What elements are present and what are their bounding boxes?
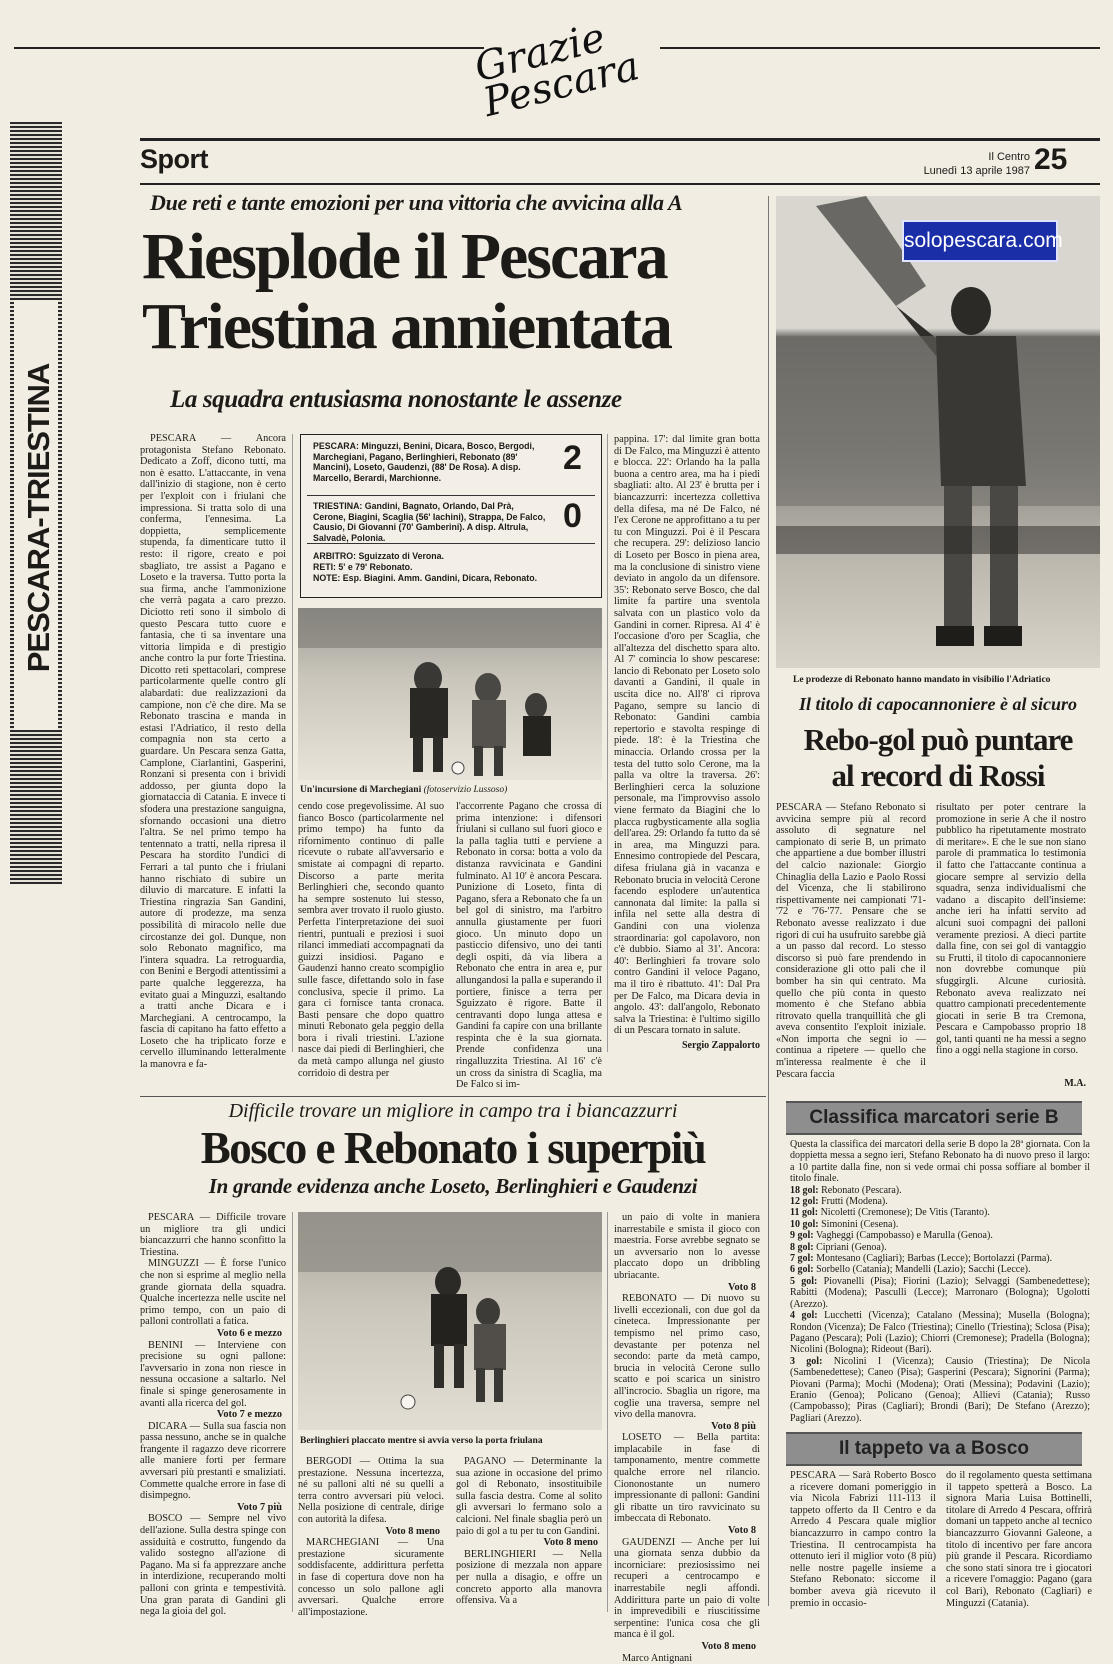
paper-name: Il Centro (988, 151, 1030, 163)
lead-title-2: Triestina annientata (142, 290, 671, 363)
pagella-voto: Voto 7 più (237, 1501, 282, 1513)
pagelle-kicker: Difficile trovare un migliore in campo tra i biancazzurri (228, 1100, 678, 1122)
classifica-row-players: Lucchetti (Vicenza); Catalano (Messina); Musella (Bologna); Rondon (Vicenza); De Falco (Triestina); Cinello (Triestina); Sclosa (Pisa); Pagano (Pescara); Poli (Lazio); Chiorri (Cremonese); Pradella (Bologna); Nicolini (Bologna); Rideout (Bari). (790, 1310, 1091, 1356)
photo1-caption: Un'incursione di Marchegiani (fotoservizio Lussoso) (300, 785, 508, 795)
classifica-row (790, 1207, 1090, 1218)
away-score: 0 (563, 497, 582, 535)
tappeto-col-2: do il regolamento questa settimana il tappeto spetterà a Bosco. La signora Maria Luisa Bottinelli, titolare di Arredo 4 Pescara, offrirà domani un tappeto anche al tecnico biancazzurro Giovanni Galeone, a titolo di incentivo per fare ancora più grande il Pescara. Ricordiamo che sono stati sinora tre i giocatori a ricevere l'omaggio: Pagano (gara col Bari), Rebonato (Cagliari) e Minguzzi (Catania). (946, 1470, 1092, 1609)
issue-date: Lunedì 13 aprile 1987 (923, 165, 1030, 177)
side-label: PESCARA-TRIESTINA (21, 363, 56, 673)
classifica-row (790, 1310, 1090, 1356)
pagella-voto: Voto 6 e mezzo (216, 1327, 282, 1339)
pagelle-subtitle: In grande evidenza anche Loseto, Berlinghieri e Gaudenzi (208, 1174, 698, 1198)
tabellino-arbitro: ARBITRO: Sguizzato di Verona. (313, 551, 444, 561)
match-photo-2 (298, 1212, 602, 1430)
classifica-row-players: Frutti (Modena). (821, 1196, 888, 1208)
classifica-row (790, 1230, 1090, 1241)
pagella-text: BOSCO — Sempre nel vivo dell'azione. Sulla destra spinge con assiduità e costrutto, fungendo da valido sostegno all'azione di Pagano. Ma si fa apprezzare anche in interdizione, recuperando molti palloni con grinta e tempestività. Una gran parata di Gandini gli nega la gioia del gol. (140, 1513, 286, 1618)
classifica-row-goals: 7 gol: (790, 1253, 814, 1265)
classifica-row-goals: 11 gol: (790, 1207, 819, 1219)
match-photo-2-art (298, 1212, 602, 1430)
classifica-row-goals: 5 gol: (790, 1275, 818, 1287)
photo2-caption: Le prodezze di Rebonato hanno mandato in visibilio l'Adriatico (793, 675, 1051, 685)
lead-byline: Sergio Zappalorto (681, 1040, 760, 1051)
classifica-row-players: Sorbello (Catania); Mandelli (Lazio); Sacchi (Lecce). (816, 1264, 1031, 1276)
pagella-text: BERGODI — Ottima la sua prestazione. Nessuna incertezza, né su palloni alti né su quelli a terra contro avversari più veloci. Nella posizione di centrale, dirige con autorità la difesa. (298, 1456, 444, 1525)
classifica-row-goals: 4 gol: (790, 1310, 818, 1322)
rebonato-photo (776, 196, 1100, 668)
pagella-text: MINGUZZI — È forse l'unico che non si esprime al meglio nella grande giornata della squadra. Qualche incertezza nelle uscite nel primo tempo, con un paio di palloni controllati a fatica. (140, 1258, 286, 1328)
section-title: Sport (140, 144, 208, 174)
pagelle-col-2 (298, 1456, 444, 1618)
classifica-row-goals: 6 gol: (790, 1264, 814, 1276)
classifica-row-players: Montesano (Cagliari); Barbas (Lecce); Bortolazzi (Parma). (816, 1253, 1053, 1265)
pagella-text: PESCARA — Difficile trovare un migliore tra gli undici biancazzurri che hanno sconfitto la Triestina. (140, 1212, 286, 1258)
rebo-title-1: Rebo-gol può puntare (803, 722, 1073, 757)
pagella-voto: Voto 8 meno (385, 1525, 440, 1537)
lead-subtitle: La squadra entusiasma nonostante le assenze (170, 386, 622, 413)
pagella-voto: Voto 8 (728, 1525, 756, 1537)
classifica-row-goals: 3 gol: (790, 1355, 823, 1367)
rebo-kicker: Il titolo di capocannoniere è al sicuro (798, 694, 1077, 714)
tabellino-note: NOTE: Esp. Biagini. Amm. Gandini, Dicara, Rebonato. (313, 573, 538, 583)
rebo-title-2: al record di Rossi (831, 758, 1045, 793)
logo-grazie-pescara: Grazie Pescara (470, 14, 644, 127)
match-photo-1-art (298, 608, 602, 780)
pagella-text: PAGANO — Determinante la sua azione in occasione del primo gol di Rebonato, insostituibile sulla fascia destra. Come al solito gli avversari lo fermano solo a calcioni. Nel finale sbaglia però un paio di gol a tu per tu con Gandini. (456, 1456, 602, 1537)
classifica-row-players: Simonini (Cesena). (821, 1218, 899, 1230)
classifica-row (790, 1276, 1090, 1310)
pagella-voto: Voto 8 più (711, 1420, 756, 1432)
rebo-byline: M.A. (1064, 1078, 1086, 1089)
lead-col-3: l'accorrente Pagano che crossa di prima intenzione: i difensori friulani si cullano sul fuori gioco e la palla taglia tutti e perviene a Rebonato in corsa: botta a volo da distanza ravvicinata e Gandini fulminato. Al 10' è ancora Pescara. Punizione di Loseto, finta di Pagano, sfera a Rebonato che fa un bel gol di sinistro, ma l'arbitro annulla giustamente per fuori gioco. Un minuto dopo un pasticcio difensivo, uno dei tanti degli ospiti, dà via libera a Rebonato che entra in area e, pur allungandosi la palla e superando il portiere, finisce a terra per Sguizzato è rigore. Batte il centravanti dopo lunga attesa e Gandini fa capire con una brillante respinta che è la sua giornata. Prende confidenza una ringalluzzita Triestina. Al 16' c'è un cross da sinistra di Scaglia, ma De Falco si im- (456, 801, 602, 1091)
lead-col-1: PESCARA — Ancora protagonista Stefano Rebonato. Dedicato a Zoff, dicono tutti, ma non è esatto. L'attaccante, in vena dall'inizio di stagione, non è certo per l'exploit con i friulani che impressiona. Si tratta solo di una conferma, l'ennesima. La doppietta, semplicemente stupenda, fa dimenticare tutto il resto: il rigore, creato e poi sbagliato, tre assist a Pagano e Loseto e la traversa. Tutto porta la sua firma, anche l'ammonizione che verrà pagata a caro prezzo. Diciotto reti sono il simbolo di questo Pescara tutto cuore e fantasia, che ti sa inventare una vittoria limpida e di prestigio anche contro la pur forte Triestina. Dicotto reti spettacolari, comprese particolarmente quelle contro gli alabardati: due realizzazioni da campione, non c'è che dire. Ma se Rebonato trascina e manda in estasi l'Adriatico, il resto della compagnia non sta certo a guardare. Un Pescara senza Gatta, Camplone, Ciarlantini, Gasperini, Ronzani si presenta con i brividi addosso, per giunta dopo la giornataccia di Catania. E invece ti sfodera una prestazione sanguigna, sfornando occasioni una dietro l'altra. Se nel primo tempo ha tentennato a tratti, nella ripresa il Pescara ha stordito l'undici di Ferrari a tal punto che i friulani hanno rischiato di subire un diluvio di marcature. E infatti la Triestina ringrazia San Gandini, autore di prodezze, ma senza possibilità di miracolo nelle due circostanze dei gol. Dunque, non solo Rebonato magnifico, ma l'intera squadra. La retroguardia, con Benini e Bergodi attentissimi a parte qualche leggerezza, ha evitato guai a Minguzzi, esaltando a tratti anche Dicara e i Marchegiani. A centrocampo, la fascia di capitano ha fatto effetto a Loseto che ha triplicato forze e cervello illuminando letteralmente la manovra e fa- (140, 433, 286, 1071)
pagelle-title: Bosco e Rebonato i superpiù (200, 1123, 706, 1173)
classifica-body: Questa la classifica dei marcatori della serie B dopo la 28ª giornata. Con la doppietta messa a segno ieri, Stefano Rebonato ha di nuovo preso il largo: a 10 partite dalla fine, non si vede ormai chi possa soffiare al bomber il titolo finale. 18 gol: Rebonato (Pescara). 12 gol: Frutti (Modena). 11 gol: Nicoletti (Cremonese); De Vitis (Taranto). 10 gol: Simonini (Cesena). 9 gol: Vagheggi (Campobasso) e Marulla (Genoa). 8 gol: Cipriani (Genoa). 7 gol: Montesano (Cagliari); Barbas (Lecce); Bortolazzi (Parma). 6 gol: Sorbello (Catania); Mandelli (Lazio); Sacchi (Lecce). 5 gol: Piovanelli (Pisa); Fiorini (Lazio); Selvaggi (Sambenedettese); Rabitti (Modena); Pasculli (Lecce); Marronaro (Bologna); Ugolotti (Arezzo). 4 gol: Lucchetti (Vicenza); Catalano (Messina); Musella (Bologna); Rondon (Vicenza); De Falco (Triestina); Cinello (Triestina); Sclosa (Pisa); Pagano (Pescara); Poli (Lazio); Chiorri (Cremonese); Pradella (Bologna); Nicolini (Bologna); Rideout (Bari). 3 gol: Nicolini I (Vicenza); Causio (Triestina); De Nicola (Sambenedettese); Caneo (Pisa); Gasperini (Pescara); Signorini (Parma); Piovani (Parma); Mochi (Modena); Orati (Messina); Podavini (Lazio); Eranio (Genoa); Policano (Genoa); Allievi (Catania); Russo (Campobasso); Piras (Cagliari); Brondi (Bari); De Stefano (Arezzo); Pagliari (Arezzo). (790, 1139, 1091, 1424)
pagella-text: MARCHEGIANI — Una prestazione sicuramente soddisfacente, addirittura perfetta in fase di copertura dove non ha concesso un solo pallone agli avversari. Qualche errore all'impostazione. (298, 1537, 444, 1618)
pagella-text: GAUDENZI — Anche per lui una giornata senza dubbio da incorniciare: preziosissimo nei recuperi a centrocampo e inarrestabile negli affondi. Addirittura parte un paio di volte in imprevedibili e riuscitissime serpentine: l'unica cosa che gli manca è il gol. (614, 1536, 760, 1641)
tappeto-title: Il tappeto va a Bosco (786, 1432, 1082, 1466)
classifica-row (790, 1196, 1090, 1207)
tabellino-box (300, 434, 602, 598)
classifica-row-goals: 12 gol: (790, 1196, 819, 1208)
pagelle-col-3 (456, 1456, 602, 1612)
classifica-row-players: Piovanelli (Pisa); Fiorini (Lazio); Selvaggi (Sambenedettese); Rabitti (Modena); Pasculli (Lecce); Marronaro (Bologna); Ugolotti (Arezzo). (790, 1275, 1090, 1310)
pagella-text: BERLINGHIERI — Nella posizione di mezzala non appare per nulla a disagio, e offre un concreto apporto alla manovra offensiva. Va a (456, 1548, 602, 1607)
pagella-text: un paio di volte in maniera inarrestabile e smista il gioco con maestria. Forse avrebbe segnato se un avversario non lo avesse placcato dopo un dribbling ubriacante. (614, 1212, 760, 1281)
pagelle-col-1 (140, 1212, 286, 1618)
lead-title-1: Riesplode il Pescara (142, 220, 667, 293)
classifica-row-goals: 10 gol: (790, 1218, 819, 1230)
pagella-text: DICARA — Sulla sua fascia non passa nessuno, anche se in qualche frangente il ragazzo deve ricorrere alle maniere forti per fermare avversari più prestanti e smaliziati. Commette qualche errore in fase di disimpegno. (140, 1420, 286, 1502)
lead-col-4: pappina. 17': dal limite gran botta di De Falco, ma Minguzzi è attento e blocca. 22': Orlando ha la palla buona a centro area, ma ha i piedi sbagliati: alto. Al 23' è brutta per i biancazzurri: incertezza collettiva della difesa, ma né De Falco, né l'ex Cerone ne approfittano a tu per tu con Minguzzi. Poi è il Pescara che recupera. 29': delizioso lancio di Loseto per Bosco in piena area, ma la conclusione di sinistro viene deviato in angolo da un difensore. 35': Rebonato serve Bosco, che dal limite fa partire una sventola salvata con un plastico volo da Gandini in corner. Ripresa. Al 4' è l'occasione d'oro per Scaglia, che all'altezza del dischetto spara alto. Al 7' comincia lo show pescarese: lancio di Rebonato per Loseto solo davanti a Gandini, il quale in uscita dice no. All'8' ci riprova Pagano, sempre su lancio di Rebonato: Gandini cambia repertorio e stavolta respinge di piede. 18': è la Triestina che minaccia. Orlando crossa per la testa del tutto solo Cerone, ma la palla va oltre la traversa. 26': Berlinghieri cerca la soluzione personale, ma l'improvviso assolo viene fermato da Biagini che lo placca rugbysticamente alla soglia dell'area. 29: Orlando fa tutto da sé in area, ma Minguzzi para. Ennesimo contropiede del Pescara, difesa friulana già in vacanza e Rebonato brucia in velocità Cerone facendo esplodere un'autentica cannonata dal limite: la palla si infila nel sette alla destra di Gandini con una violenza straordinaria: gol capolavoro, non c'è dubbio. Siamo al 31'. Ancora: 40': Berlinghieri fa trovare solo contro Gandini il veloce Pagano, ma il tiro è ribattuto. 41': Dal Pra per De Falco, ma Dicara devia in angolo. 43': dall'angolo, Rebonato salva la Triestina: è l'ultimo sigillo di un Pescara tornato in salute. (614, 434, 760, 1037)
tabellino-reti: RETI: 5' e 79' Rebonato. (313, 562, 413, 572)
classifica-row (790, 1253, 1090, 1264)
classifica-row (790, 1219, 1090, 1230)
classifica-row (790, 1185, 1090, 1196)
classifica-row (790, 1242, 1090, 1253)
classifica-list (790, 1185, 1090, 1425)
photo1-credit: (fotoservizio Lussoso) (423, 785, 508, 795)
rebo-col-1: PESCARA — Stefano Rebonato si avvicina sempre più al record assoluto di segnature nel campionato di serie B, un primato che appartiene a due bomber illustri del calcio nazionale: Giorgio Chinaglia della Lazio e Paolo Rossi del Vicenza, che li stabilirono rispettivamente nei campionati '71-'72 e '76-'77. Pensare che se Rebonato avesse realizzato i due rigori di cui ha usufruito sarebbe già a un passo dal record. Lo stesso discorso si può fare prendendo in considerazione gli otto pali che il bomber ha sin qui centrato. Ma quello che più conta in questo momento è che Stefano abbia ritrovato quella tranquillità che gli aveva consentito l'exploit iniziale. «Non importa che segni io — continua a ripetere — quello che m'interessa realmente è che il Pescara faccia (776, 802, 926, 1080)
classifica-row-goals: 8 gol: (790, 1241, 814, 1253)
classifica-row-players: Nicoletti (Cremonese); De Vitis (Taranto). (820, 1207, 990, 1219)
pagella-text: LOSETO — Bella partita: implacabile in fase di tamponamento, mentre commette qualche errore nel rilancio. Ciononostante un numero impressionante di palloni: Gandini gli ribatte un tiro ravvicinato su imbeccata di Rebonato. (614, 1432, 760, 1525)
home-score: 2 (563, 439, 582, 477)
tabellino-away: TRIESTINA: Gandini, Bagnato, Orlando, Dal Prà, Cerone, Biagini, Scaglia (56' Iachini), Strappa, De Falco, Causio, Di Giovanni (70' Gamberini). A disp. Altrula, Salvadè, Polonia. (313, 501, 546, 543)
pagelle-col-4 (614, 1212, 760, 1664)
classifica-row-players: Cipriani (Genoa). (816, 1241, 887, 1253)
pagella-text: REBONATO — Di nuovo su livelli eccezionali, con due gol da cineteca. Impressionante per tempismo nel primo caso, devastante per potenza nel secondo: parte da metà campo, brucia in velocità Cerone sullo scatto e poi scarica un sinistro all'incrocio. Sbaglia un rigore, ma coglie una traversa, sempre nel vivo della manovra. (614, 1293, 760, 1421)
rebo-col-2: risultato per poter centrare la promozione in serie A che il nostro pubblico ha ripetutamente mostrato di meritare». E che le sue non siano parole di prammatica lo testimonia il fatto che l'attaccante continua a giocare sempre al servizio della squadra, senza individualismi che vadano a discapito dell'insieme: anche ieri ha infatti servito ad alcuni suoi compagni dei palloni veramente preziosi. A dieci partite dalla fine, con sei gol di vantaggio su Frutti, il titolo di capocannoniere non dovrebbe comunque più sfuggirgli. Alcune curiosità. Rebonato aveva realizzato nei quattro campionati precedentemente giocati in serie B tra Cremona, Pescara e Campobasso proprio 18 gol, tanti quanti ne ha messi a segno fino a oggi nella stagione in corso. (936, 802, 1086, 1057)
rebonato-photo-art (776, 196, 1100, 668)
match-photo-1 (298, 608, 602, 780)
tabellino-home: PESCARA: Minguzzi, Benini, Dicara, Bosco, Bergodi, Marchegiani, Pagano, Berlinghieri, Rebonato (89' Mancini), Loseto, Gaudenzi, (88' De Rosa). A disp. Marcello, Berardi, Marchionne. (313, 441, 535, 483)
pagella-voto: Voto 7 e mezzo (216, 1409, 282, 1421)
pagella-voto: Voto 8 meno (701, 1640, 756, 1652)
pagella-text: BENINI — Interviene con precisione su ogni pallone: l'avversario in zona non riesce in nessuna occasione a saltarlo. Nel finale si spinge generosamente in avanti alla ricerca del gol. (140, 1339, 286, 1409)
classifica-row-players: Nicolini I (Vicenza); Causio (Triestina); De Nicola (Sambenedettese); Caneo (Pisa); Gasperini (Pescara); Signorini (Parma); Piovani (Parma); Mochi (Modena); Orati (Messina); Podavini (Lazio); Eranio (Genoa); Policano (Genoa); Allievi (Catania); Russo (Campobasso); Piras (Cagliari); Brondi (Bari); De Stefano (Arezzo); Pagliari (Arezzo). (790, 1355, 1091, 1424)
pagella-text: Marco Antignani (622, 1652, 693, 1664)
lead-col-2: cendo cose pregevolissime. Al suo fianco Bosco (particolarmente nel primo tempo) ha funto da rifornimento continuo di palle ricevute o rubate all'avversario e smistate ai compagni di reparto. Discorso a parte merita Berlinghieri che, secondo quanto ha sempre sostenuto lui stesso, sembra aver trovato il ruolo giusto. Perfetta l'interpretazione dei suoi rientri, puntuali e preziosi i suoi rilanci immediati accompagnati da guizzi insidiosi. Pagano e Gaudenzi hanno creato scompiglio sulle fasce, difettando solo in fase conclusiva, specie il primo. La gara ci fornisce tanta cronaca. Basti pensare che dopo quattro minuti Rebonato gela peggio della bora i rivali triestini. L'azione nasce dai piedi di Berlinghieri, che da metà campo allunga nel giusto corridoio di destra per (298, 801, 444, 1079)
classifica-row (790, 1264, 1090, 1275)
classifica-row-players: Vagheggi (Campobasso) e Marulla (Genoa). (815, 1230, 993, 1242)
pagella-voto: Voto 8 (728, 1281, 756, 1293)
pagella-voto: Voto 8 meno (543, 1537, 598, 1549)
classifica-row-players: Rebonato (Pescara). (821, 1184, 902, 1196)
tappeto-col-1: PESCARA — Sarà Roberto Bosco a ricevere domani pomeriggio in via Nicola Fabrizi 111-113 il tappeto offerto da Il Centro e da Arredo 4 Pescara quale miglior biancazzurro in campo contro la Triestina. Il centrocampista ha ottenuto ieri il miglior voto (8 più) nelle nostre pagelle insieme a Stefano Rebonato: siccome il bomber aveva già ricevuto il premio in occasio- (790, 1470, 936, 1609)
page-number: 25 (1034, 143, 1068, 176)
watermark-logo: solopescara.com (902, 220, 1058, 262)
photo3-caption: Berlinghieri placcato mentre si avvia verso la porta friulana (300, 1436, 543, 1446)
classifica-row (790, 1356, 1090, 1424)
lead-kicker: Due reti e tante emozioni per una vittoria che avvicina alla A (150, 190, 683, 215)
classifica-row-goals: 9 gol: (790, 1230, 814, 1242)
classifica-title: Classifica marcatori serie B (786, 1101, 1082, 1135)
classifica-row-goals: 18 gol: (790, 1184, 819, 1196)
